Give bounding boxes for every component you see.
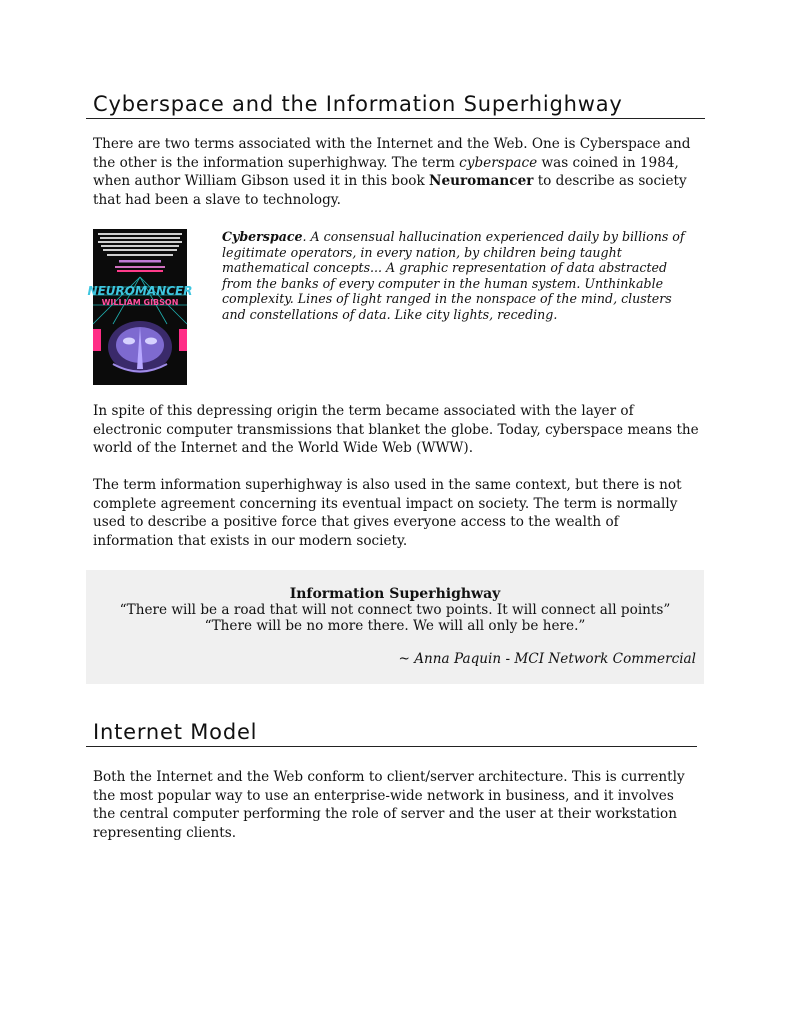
neuromancer-book-cover-image: [87, 229, 193, 385]
paragraph-internet-model: Both the Internet and the Web conform to client/server architecture. This is currently the most popular way to use an enterprise-wide network in business, and it involves the central computer performing the role of server and the user at their workstation representing clients.: [93, 769, 685, 841]
paragraph-superhighway: The term information superhighway is also used in the same context, but there is not complete agreement concerning its eventual impact on society. The term is normally used to describe a positive force that gives everyone access to the wealth of information that exists in our modern society.: [93, 477, 682, 549]
paragraph-origin: In spite of this depressing origin the term became associated with the layer of electronic computer transmissions that blanket the globe. Today, cyberspace means the world of the Internet and the World Wide Web (WWW).: [93, 403, 699, 457]
section-heading-internet-model: Internet Model: [93, 720, 258, 744]
quote-callout-box: [86, 570, 704, 684]
heading-rule-2: [86, 746, 697, 747]
cyberspace-definition-quote: Cyberspace. A consensual hallucination experienced daily by billions of legitimate operators, in every nation, by children being taught mathematical concepts... A graphic representation of data abstracted from the banks of every computer in the human system. Unthinkable complexity. Lines of light ranged in the nonspace of the mind, clusters and constellations of data. Like city lights, receding.: [222, 229, 685, 322]
intro-paragraph: There are two terms associated with the Internet and the Web. One is Cyberspace and the other is the information superhighway. The term cyberspace was coined in 1984, when author William Gibson used it in this book Neuromancer to describe as society that had been a slave to technology.: [93, 136, 691, 208]
section-heading-cyberspace: Cyberspace and the Information Superhighway: [93, 92, 623, 116]
callout-quote-line-2: “There will be no more there. We will all only be here.”: [204, 618, 586, 634]
cover-author: WILLIAM GIBSON: [101, 298, 179, 307]
callout-attribution: ~ Anna Paquin - MCI Network Commercial: [398, 651, 696, 667]
callout-quote-line-1: “There will be a road that will not connect two points. It will connect all points”: [119, 602, 671, 618]
heading-rule: [86, 118, 705, 119]
callout-title: Information Superhighway: [289, 586, 501, 602]
cover-title: NEUROMANCER: [87, 284, 193, 298]
